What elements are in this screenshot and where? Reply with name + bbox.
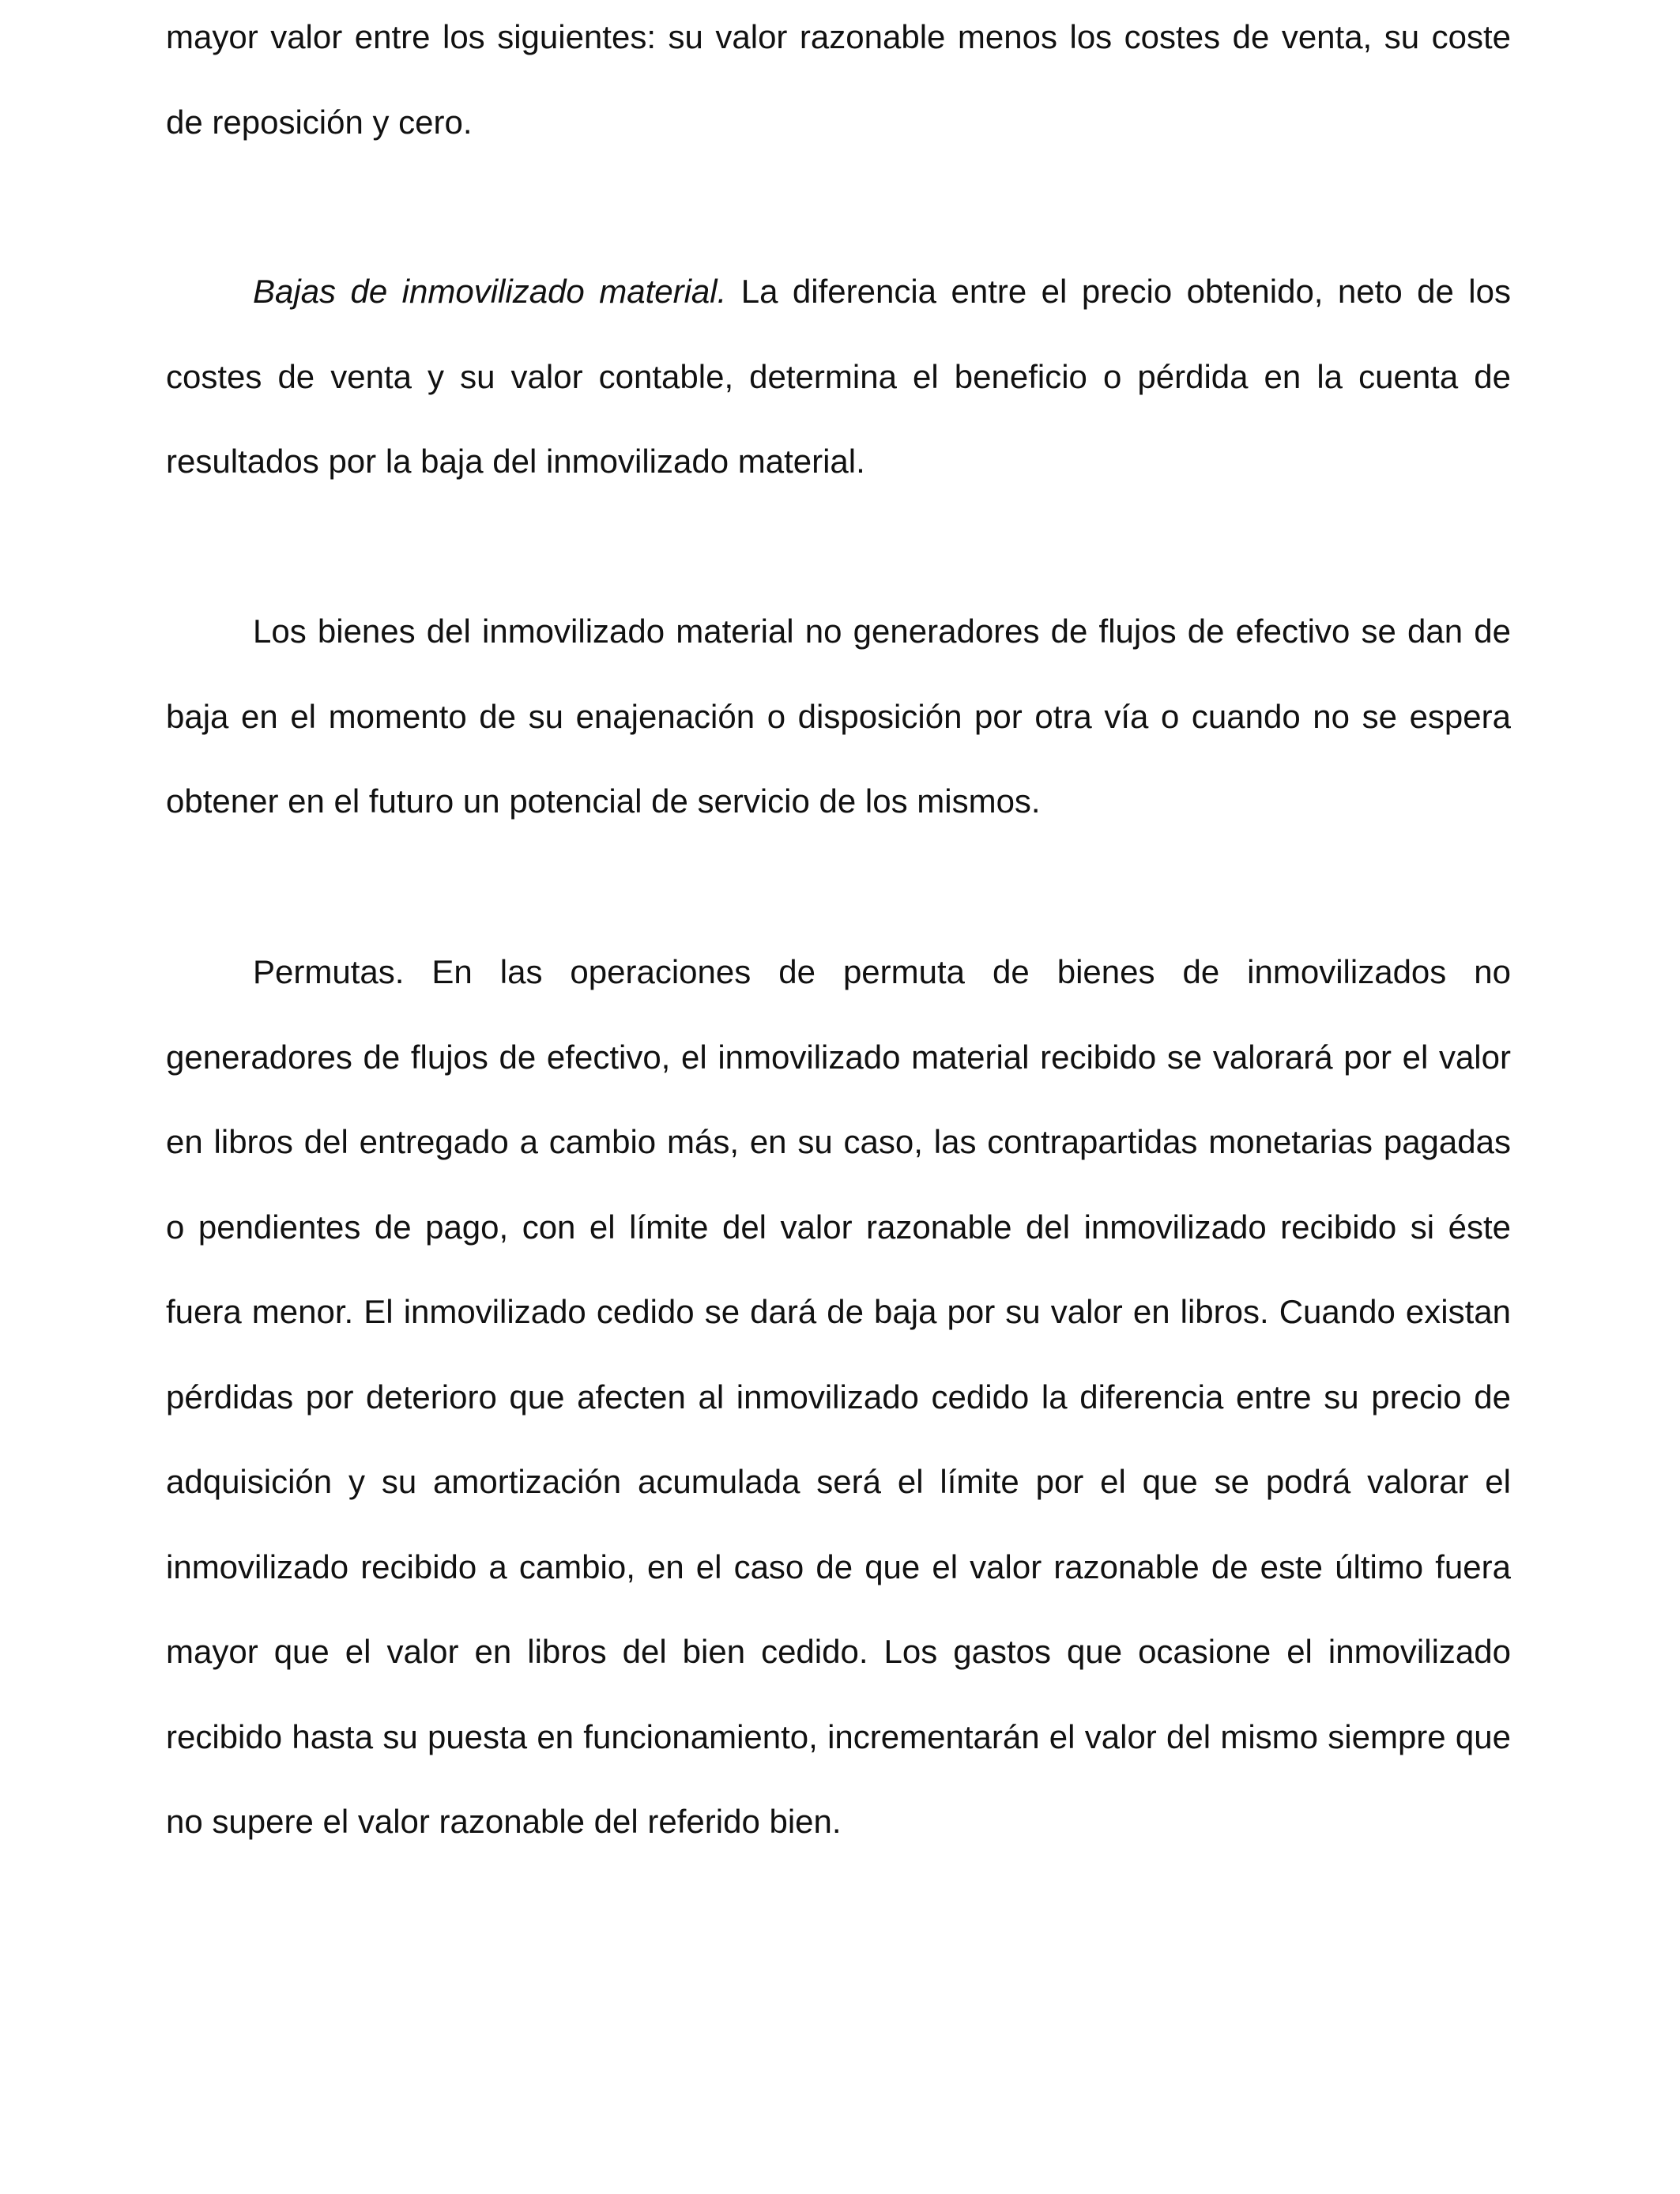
paragraph-continued: mayor valor entre los siguientes: su valor razonable menos los costes de venta, su coste de reposición y cero.	[166, 18, 1511, 141]
paragraph-permutas: Permutas. En las operaciones de permuta de bienes de inmovilizados no generadores de flujos de efectivo, el inmovilizado material recibido se valorará por el valor en libros del entregado a cambio más, en su caso, las contrapartidas monetarias pagadas o pendientes de pago, con el límite del valor razonable del inmovilizado recibido si éste fuera menor. El inmovilizado cedido se dará de baja por su valor en libros. Cuando existan pérdidas por deterioro que afecten al inmovilizado cedido la diferencia entre su precio de adquisición y su amortización acumulada será el límite por el que se podrá valorar el inmovilizado recibido a cambio, en el caso de que el valor razonable de este último fuera mayor que el valor en libros del bien cedido. Los gastos que ocasione el inmovilizado recibido hasta su puesta en funcionamiento, incrementarán el valor del mismo siempre que no supere el valor razonable del referido bien.	[166, 953, 1511, 1840]
paragraph-bajas	[166, 249, 1511, 504]
paragraph-bajas-body: La diferencia entre el precio obtenido, neto de los costes de venta y su valor contable, determina el beneficio o pérdida en la cuenta de resultados por la baja del inmovilizado material.	[166, 273, 1511, 480]
paragraph-bienes: Los bienes del inmovilizado material no generadores de flujos de efectivo se dan de baja en el momento de su enajenación o disposición por otra vía o cuando no se espera obtener en el futuro un potencial de servicio de los mismos.	[166, 613, 1511, 820]
paragraph-bajas-heading: Bajas de inmovilizado material.	[253, 273, 727, 310]
